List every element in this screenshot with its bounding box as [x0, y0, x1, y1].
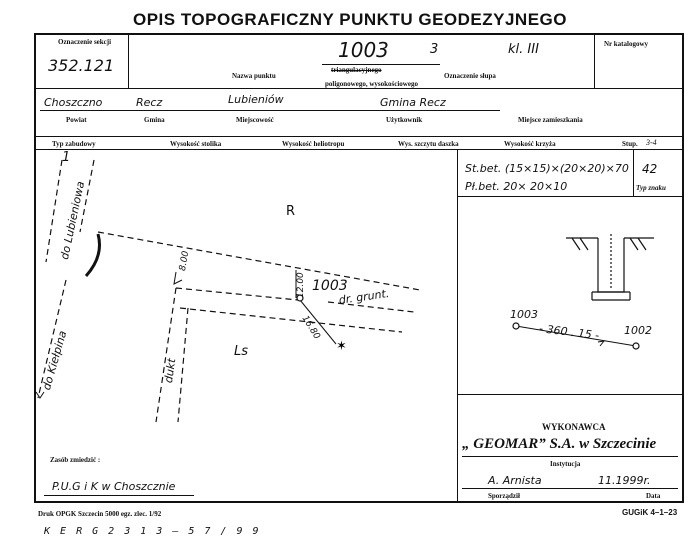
class-value: kl. III — [508, 42, 539, 57]
page-title: OPIS TOPOGRAFICZNY PUNKTU GEODEZYJNEGO — [133, 10, 567, 29]
area-r-label: R — [286, 204, 296, 219]
ground-road-lower — [180, 308, 402, 332]
star-mark: ✶ — [336, 339, 347, 354]
distance-16-label: 16.80 — [299, 314, 322, 342]
catalog-label: Nr katalogowy — [604, 40, 649, 48]
wysokosc-heliotropu-label: Wysokość heliotropu — [282, 140, 345, 148]
dukt-right — [178, 308, 188, 422]
typ-label: Typ znaku — [636, 184, 666, 192]
miejscowosc-value: Lubieniów — [228, 93, 284, 106]
point-name-label: Nazwa punktu — [232, 72, 276, 80]
powiat-label: Powiat — [66, 116, 87, 124]
dukt-left — [156, 288, 179, 422]
storage-underline — [44, 495, 194, 496]
wysokosc-krzyza-label: Wysokość krzyża — [504, 140, 556, 148]
schema-point-1003 — [513, 323, 519, 329]
uzytkownik-value: Gmina Recz — [380, 96, 446, 109]
sheet-value: 352.121 — [48, 56, 115, 75]
gmina-value: Recz — [136, 96, 163, 109]
point-number: 1003 — [338, 38, 389, 62]
kielpin-arrow-icon — [36, 392, 44, 398]
schema-label-1002: 1002 — [624, 324, 652, 337]
wys-szczytu-label: Wys. szczytu daszka — [398, 140, 459, 148]
storage-label: Zasób zmiedzić : — [50, 456, 101, 464]
dukt-label: dukt — [162, 357, 179, 384]
marker-line-1: St.bet. (15×15)×(20×20)×70 — [465, 162, 629, 175]
point-type-1: triangulacyjnego — [331, 66, 382, 74]
company-name: „ GEOMAR” S.A. w Szczecinie — [462, 436, 657, 452]
miejscowosc-label: Miejscowość — [236, 116, 274, 124]
field-edge-top — [98, 232, 420, 290]
road-label-kielpin: do Kiełpina — [40, 329, 70, 392]
schema-point-1002 — [633, 343, 639, 349]
storage-value: P.U.G i K w Choszcznie — [52, 480, 176, 493]
sheet-label: Oznaczenie sekcji — [58, 38, 112, 46]
road-number: 1 — [62, 150, 71, 165]
gmina-label: Gmina — [144, 116, 165, 124]
data-label: Data — [646, 492, 661, 500]
pillar-label: Oznaczenie słupa — [444, 72, 496, 80]
point-label-1003: 1003 — [312, 278, 348, 294]
distance-12-label: 12.00 — [296, 272, 306, 298]
marker-line-2: Pł.bet. 20× 20×10 — [465, 180, 568, 193]
wykonawca-label: WYKONAWCA — [542, 422, 606, 432]
marker-section — [566, 234, 654, 300]
powiat-value: Choszczno — [44, 96, 103, 109]
field-edge-middle — [176, 288, 298, 300]
instytucja-label: Instytucja — [550, 460, 581, 468]
dukt-arrow-icon — [174, 272, 182, 284]
print-info: Druk OPGK Szczecin 5000 egz. zlec. 1/92 — [38, 510, 162, 518]
area-ls-label: Ls — [234, 344, 249, 359]
road-curve — [86, 234, 100, 276]
schema-distance: - 360 . 15 - — [538, 322, 600, 343]
wysokosc-stolika-label: Wysokość stolika — [170, 140, 222, 148]
sporzadzil-label: Sporządził — [488, 492, 520, 500]
miejsce-label: Miejsce zamieszkania — [518, 116, 583, 124]
kerg-number: K E R G 2 3 1 3 – 5 7 / 9 9 — [44, 526, 261, 537]
typ-value: 42 — [642, 162, 658, 176]
stage-label: Stup. — [622, 140, 638, 148]
ground-road-label: dr. grunt. — [338, 286, 391, 307]
schema-arrow-icon — [598, 341, 604, 346]
point-mark-3: 3 — [430, 42, 439, 57]
distance-8-label: 8.00 — [178, 250, 192, 272]
road-label-lubieniow: do Lubieniowa — [58, 180, 88, 261]
point-type-2: poligonowego, wysokościowego — [325, 80, 418, 88]
schema-label-1003: 1003 — [510, 308, 538, 321]
company-underline — [462, 456, 678, 457]
form-code: GUGiK 4–1–23 — [622, 508, 678, 517]
typ-zabudowy-label: Typ zabudowy — [52, 140, 96, 148]
author-name: A. Arnista — [488, 474, 542, 487]
stage-value: 3-4 — [646, 138, 657, 147]
author-underline — [462, 488, 678, 489]
sheet-date: 11.1999r. — [598, 474, 651, 487]
uzytkownik-label: Użytkownik — [386, 116, 423, 124]
